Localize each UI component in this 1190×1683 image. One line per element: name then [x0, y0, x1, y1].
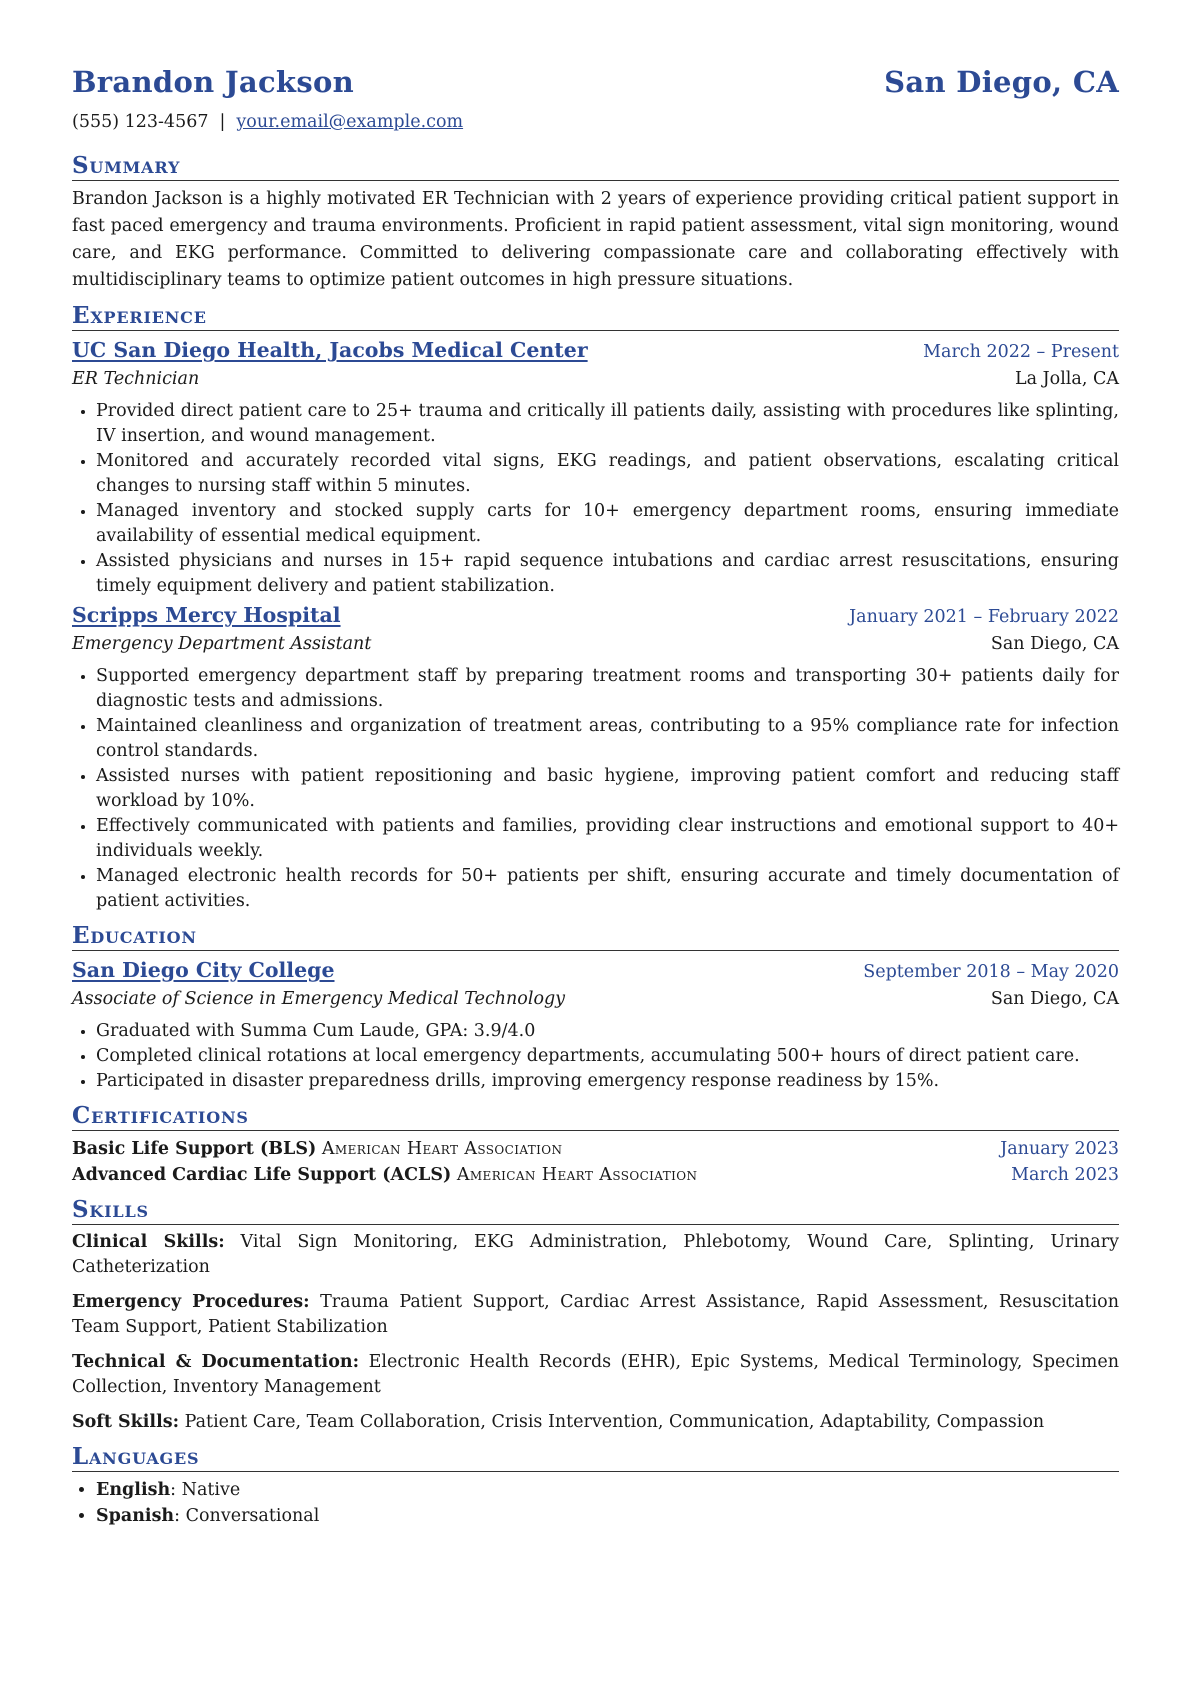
job-dates: March 2022 – Present [923, 342, 1119, 362]
certification-row [72, 1136, 1119, 1162]
job-dates: January 2021 – February 2022 [849, 607, 1119, 627]
education-section [72, 922, 1119, 1094]
language-name: English [96, 1480, 171, 1500]
contact-line [72, 110, 1119, 134]
skills-section [72, 1196, 1119, 1435]
job-location: La Jolla, CA [1015, 369, 1119, 389]
phone-number: (555) 123-4567 [72, 112, 209, 132]
skill-group-text: Patient Care, Team Collaboration, Crisis Intervention, Communication, Adaptability, Compassion [184, 1412, 1045, 1432]
email-link[interactable]: your.email@example.com [236, 112, 464, 132]
skill-group-text: Trauma Patient Support, Cardiac Arrest Assistance, Rapid Assessment, Resuscitation Team Support, Patient Stabilization [72, 1292, 1119, 1337]
list-item: • Effectively communicated with patients and families, providing clear instructions and emotional support to 40+ individuals weekly. [96, 814, 1119, 864]
section-heading-certifications: Certifications [72, 1102, 1119, 1131]
skill-group-text: Electronic Health Records (EHR), Epic Systems, Medical Terminology, Specimen Collection, Inventory Management [72, 1352, 1119, 1397]
skill-group [72, 1290, 1119, 1340]
certification-name: Basic Life Support (BLS) [72, 1139, 317, 1159]
school-link[interactable]: San Diego City College [72, 958, 335, 982]
candidate-location: San Diego, CA [884, 65, 1119, 99]
list-item: • Monitored and accurately recorded vital signs, EKG readings, and patient observations, escalating critical changes to nursing staff within 5 minutes. [96, 449, 1119, 499]
languages-section [72, 1443, 1119, 1529]
summary-section [72, 152, 1119, 294]
job-bullet-list [72, 399, 1119, 599]
list-item: • Assisted nurses with patient repositioning and basic hygiene, improving patient comfort and reducing staff workload by 10%. [96, 764, 1119, 814]
list-item: • Provided direct patient care to 25+ trauma and critically ill patients daily, assisting with procedures like splinting, IV insertion, and wound management. [96, 399, 1119, 449]
job-role: ER Technician [72, 369, 200, 389]
skill-group-label: Emergency Procedures: [72, 1292, 310, 1312]
list-item [96, 1477, 1119, 1503]
language-name: Spanish [96, 1506, 175, 1526]
job-location: San Diego, CA [990, 634, 1119, 654]
list-item: • Managed electronic health records for 50+ patients per shift, ensuring accurate and timely documentation of patient activities. [96, 864, 1119, 914]
certification-issuer: American Heart Association [321, 1139, 563, 1159]
skill-group [72, 1410, 1119, 1435]
degree-title: Associate of Science in Emergency Medical Technology [72, 989, 566, 1009]
job-organization-link[interactable]: Scripps Mercy Hospital [72, 603, 341, 627]
job-entry [72, 336, 1119, 599]
certification-name: Advanced Cardiac Life Support (ACLS) [72, 1165, 452, 1185]
section-heading-education: Education [72, 922, 1119, 951]
certification-date: March 2023 [1011, 1165, 1119, 1185]
section-heading-languages: Languages [72, 1443, 1119, 1472]
language-list [72, 1477, 1119, 1529]
candidate-name: Brandon Jackson [72, 65, 354, 99]
education-location: San Diego, CA [990, 989, 1119, 1009]
summary-text: Brandon Jackson is a highly motivated ER Technician with 2 years of experience providing critical patient support in fast paced emergency and trauma environments. Proficient in rapid patient assessment, vital sign monitoring, wound care, and EKG performance. Committed to delivering compassionate care and collaborating effectively with multidisciplinary teams to optimize patient outcomes in high pressure situations. [72, 189, 1119, 290]
language-level: : Native [170, 1480, 241, 1500]
section-heading-skills: Skills [72, 1196, 1119, 1225]
list-item [96, 1503, 1119, 1529]
skill-group-label: Soft Skills: [72, 1412, 180, 1432]
list-item: • Participated in disaster preparedness drills, improving emergency response readiness by 15%. [96, 1069, 1119, 1094]
education-bullet-list [72, 1019, 1119, 1094]
certification-date: January 2023 [1000, 1139, 1119, 1159]
language-level: : Conversational [174, 1506, 320, 1526]
certification-row [72, 1162, 1119, 1188]
certifications-section [72, 1102, 1119, 1188]
section-heading-summary: Summary [72, 152, 1119, 181]
skill-group-label: Technical & Documentation: [72, 1352, 360, 1372]
job-role: Emergency Department Assistant [72, 634, 372, 654]
education-dates: September 2018 – May 2020 [863, 962, 1119, 982]
resume-header [72, 62, 1119, 102]
job-entry [72, 601, 1119, 914]
certification-issuer: American Heart Association [456, 1165, 698, 1185]
section-heading-experience: Experience [72, 302, 1119, 331]
list-item: • Graduated with Summa Cum Laude, GPA: 3.9/4.0 [96, 1019, 1119, 1044]
job-bullet-list [72, 664, 1119, 914]
list-item: • Managed inventory and stocked supply carts for 10+ emergency department rooms, ensuring immediate availability of essential medical equipment. [96, 499, 1119, 549]
job-organization-link[interactable]: UC San Diego Health, Jacobs Medical Center [72, 338, 588, 362]
skill-group [72, 1350, 1119, 1400]
list-item: • Assisted physicians and nurses in 15+ rapid sequence intubations and cardiac arrest resuscitations, ensuring timely equipment delivery and patient stabilization. [96, 549, 1119, 599]
skill-group-label: Clinical Skills: [72, 1232, 225, 1252]
list-item: • Completed clinical rotations at local emergency departments, accumulating 500+ hours of direct patient care. [96, 1044, 1119, 1069]
contact-separator: | [219, 112, 226, 132]
list-item: • Maintained cleanliness and organization of treatment areas, contributing to a 95% compliance rate for infection control standards. [96, 714, 1119, 764]
skill-group [72, 1230, 1119, 1280]
list-item: • Supported emergency department staff by preparing treatment rooms and transporting 30+ patients daily for diagnostic tests and admissions. [96, 664, 1119, 714]
skill-group-text: Vital Sign Monitoring, EKG Administration, Phlebotomy, Wound Care, Splinting, Urinary Catheterization [72, 1232, 1119, 1277]
experience-section [72, 302, 1119, 914]
